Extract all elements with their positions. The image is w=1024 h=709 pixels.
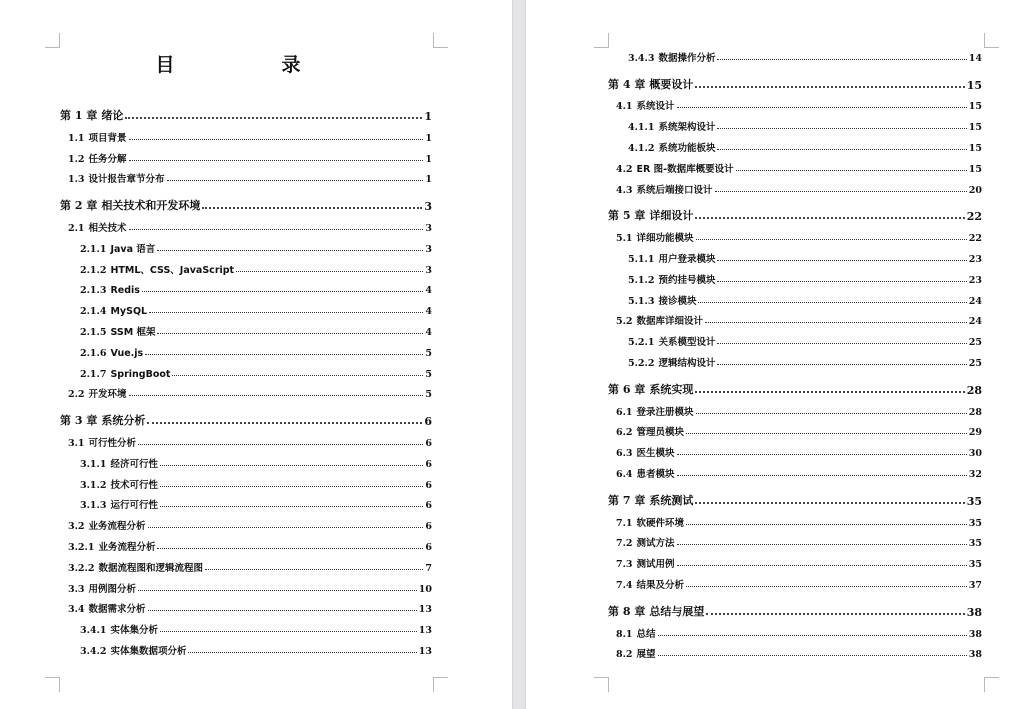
toc-dot-leader [677, 475, 967, 476]
toc-dot-leader [147, 422, 422, 424]
toc-dot-leader [677, 454, 967, 455]
toc-entry-page: 15 [968, 122, 982, 134]
toc-dot-leader [717, 364, 966, 365]
toc-entry[interactable] [608, 244, 982, 265]
toc-entry-title: 经济可行性 [110, 458, 158, 470]
toc-dot-leader [129, 139, 424, 140]
toc-entry-number: 7.1 [616, 517, 633, 529]
toc-entry[interactable] [608, 223, 982, 244]
toc-entry-title: 测试用例 [636, 559, 675, 571]
toc-entry-title: Java 语言 [110, 243, 156, 255]
toc-dot-leader [658, 655, 967, 656]
toc-entry-title: 技术可行性 [110, 479, 158, 491]
toc-entry-title: 项目背景 [88, 132, 127, 144]
toc-entry[interactable] [60, 511, 432, 532]
toc-entry[interactable] [608, 570, 982, 591]
toc-entry-number: 3.4 [68, 604, 85, 616]
toc-entry-title: 数据库详细设计 [636, 316, 704, 328]
toc-dot-leader [129, 229, 424, 230]
toc-entry-page: 35 [966, 494, 982, 508]
crop-mark [433, 33, 448, 48]
toc-entry[interactable] [60, 470, 432, 491]
toc-entry[interactable] [608, 598, 982, 619]
toc-entry-number: 2.1.4 [80, 306, 107, 318]
toc-dot-leader [717, 128, 966, 129]
toc-entry[interactable] [608, 619, 982, 640]
toc-dot-leader [129, 395, 424, 396]
crop-mark [45, 33, 60, 48]
toc-entry-number: 3.2.1 [68, 541, 95, 553]
toc-entry[interactable] [60, 636, 432, 657]
toc-entry[interactable] [608, 438, 982, 459]
toc-entry-number: 1.1 [68, 132, 85, 144]
crop-mark [594, 677, 609, 692]
toc-dot-leader [148, 610, 417, 611]
toc-dot-leader [696, 413, 967, 414]
toc-entry-title: 接诊模块 [658, 295, 697, 307]
toc-entry-title: 逻辑结构设计 [658, 357, 716, 369]
toc-entry-title: 测试方法 [636, 538, 675, 550]
toc-entry[interactable] [60, 574, 432, 595]
toc-entry[interactable] [60, 615, 432, 636]
crop-mark [984, 33, 999, 48]
toc-entry-page: 35 [968, 538, 982, 550]
crop-mark [45, 677, 60, 692]
toc-list-left [60, 102, 432, 657]
toc-entry[interactable] [608, 327, 982, 348]
toc-dot-leader [677, 565, 967, 566]
toc-entry-title: 系统架构设计 [658, 122, 716, 134]
toc-entry-title: 患者模块 [636, 468, 675, 480]
toc-entry-page: 13 [418, 604, 432, 616]
toc-dot-leader [157, 548, 423, 549]
toc-entry[interactable] [608, 154, 982, 175]
toc-dot-leader [236, 271, 423, 272]
toc-dot-leader [677, 107, 967, 108]
toc-entry-page: 24 [968, 295, 982, 307]
toc-dot-leader [695, 502, 964, 504]
toc-entry-number: 5.1.3 [628, 295, 655, 307]
toc-entry-title: 预约挂号模块 [658, 274, 716, 286]
toc-entry-number: 8.2 [616, 649, 633, 661]
toc-entry[interactable] [608, 202, 982, 223]
toc-entry-page: 5 [425, 347, 432, 359]
toc-entry-number: 4.2 [616, 163, 633, 175]
toc-entry-number: 5.2 [616, 316, 633, 328]
toc-entry-page: 29 [968, 427, 982, 439]
toc-entry-number: 第 4 章 [608, 77, 646, 91]
toc-list-right [608, 43, 982, 660]
toc-entry-title: 展望 [636, 649, 656, 661]
toc-entry-page: 23 [968, 274, 982, 286]
toc-entry[interactable] [608, 459, 982, 480]
toc-entry-number: 7.3 [616, 559, 633, 571]
toc-entry[interactable] [608, 286, 982, 307]
toc-entry-number: 第 3 章 [60, 414, 98, 428]
toc-entry-page: 28 [966, 383, 982, 397]
toc-entry[interactable] [60, 359, 432, 380]
toc-entry-number: 2.1.3 [80, 285, 107, 297]
toc-dot-leader [157, 333, 423, 334]
toc-entry-page: 15 [968, 101, 982, 113]
toc-entry-title: 相关技术和开发环境 [101, 199, 201, 213]
toc-dot-leader [145, 354, 423, 355]
toc-entry[interactable] [608, 487, 982, 508]
toc-dot-leader [695, 86, 964, 88]
toc-dot-leader [138, 444, 423, 445]
toc-entry-page: 6 [425, 437, 432, 449]
toc-dot-leader [736, 170, 967, 171]
toc-entry[interactable] [60, 317, 432, 338]
toc-dot-leader [125, 117, 422, 119]
toc-entry-number: 4.3 [616, 184, 633, 196]
toc-entry-page: 15 [966, 78, 982, 92]
toc-dot-leader [658, 635, 967, 636]
toc-dot-leader [686, 433, 967, 434]
toc-entry-page: 6 [425, 479, 432, 491]
toc-entry-page: 1 [425, 174, 432, 186]
toc-dot-leader [160, 465, 423, 466]
crop-mark [433, 677, 448, 692]
toc-entry-title: 用户登录模块 [658, 253, 716, 265]
toc-entry-page: 38 [966, 605, 982, 619]
toc-entry-number: 6.2 [616, 427, 633, 439]
toc-entry-title: 总结 [636, 628, 656, 640]
toc-entry-title: 设计报告章节分布 [88, 174, 165, 186]
toc-entry[interactable] [608, 640, 982, 661]
toc-entry-number: 2.1.2 [80, 264, 107, 276]
toc-entry[interactable] [60, 192, 432, 213]
toc-entry-number: 2.1.7 [80, 368, 107, 380]
toc-entry-page: 6 [424, 415, 432, 429]
toc-entry-number: 第 5 章 [608, 209, 646, 223]
toc-entry-page: 5 [425, 368, 432, 380]
toc-dot-leader [167, 180, 424, 181]
toc-dot-leader [129, 160, 424, 161]
toc-entry[interactable] [608, 71, 982, 92]
toc-entry-title: 登录注册模块 [636, 406, 694, 418]
toc-entry-title: 可行性分析 [88, 437, 137, 449]
toc-entry-page: 25 [968, 337, 982, 349]
toc-entry-number: 4.1 [616, 101, 633, 113]
toc-entry-page: 20 [968, 184, 982, 196]
toc-entry-title: SSM 框架 [110, 326, 156, 338]
toc-dot-leader [717, 281, 966, 282]
toc-entry[interactable] [608, 397, 982, 418]
toc-entry-title: 系统后端接口设计 [636, 184, 713, 196]
toc-entry[interactable] [608, 508, 982, 529]
toc-dot-leader [717, 59, 966, 60]
toc-entry[interactable] [60, 532, 432, 553]
toc-entry-number: 2.1.5 [80, 326, 107, 338]
toc-entry-number: 3.3 [68, 583, 85, 595]
toc-entry-number: 3.1.2 [80, 479, 107, 491]
toc-entry-number: 5.2.1 [628, 337, 655, 349]
toc-entry[interactable] [60, 213, 432, 234]
toc-entry[interactable] [60, 407, 432, 428]
toc-entry-title: 业务流程分析 [98, 541, 156, 553]
toc-entry-page: 13 [418, 645, 432, 657]
toc-entry[interactable] [60, 595, 432, 616]
toc-entry-number: 5.1.2 [628, 274, 655, 286]
toc-entry-page: 6 [425, 458, 432, 470]
toc-entry-title: 医生模块 [636, 448, 675, 460]
crop-mark [984, 677, 999, 692]
crop-mark [594, 33, 609, 48]
toc-dot-leader [686, 586, 967, 587]
toc-entry-page: 28 [968, 406, 982, 418]
toc-entry-title: 系统分析 [101, 414, 146, 428]
toc-dot-leader [160, 486, 423, 487]
toc-entry-page: 7 [425, 562, 432, 574]
toc-dot-leader [686, 524, 967, 525]
toc-entry[interactable] [60, 553, 432, 574]
toc-entry-number: 3.1.1 [80, 458, 107, 470]
toc-dot-leader [142, 291, 423, 292]
toc-entry-page: 13 [418, 625, 432, 637]
toc-entry[interactable] [60, 491, 432, 512]
toc-entry-number: 5.1 [616, 233, 633, 245]
toc-dot-leader [138, 590, 417, 591]
toc-entry-title: 开发环境 [88, 389, 127, 401]
toc-dot-leader [149, 312, 423, 313]
toc-entry-title: 管理员模块 [636, 427, 685, 439]
toc-entry-page: 25 [968, 357, 982, 369]
toc-entry-number: 3.4.3 [628, 52, 655, 64]
toc-entry[interactable] [608, 418, 982, 439]
toc-dot-leader [715, 191, 967, 192]
toc-entry-title: 概要设计 [649, 77, 694, 91]
toc-dot-leader [695, 217, 964, 219]
toc-entry-page: 22 [968, 233, 982, 245]
toc-entry[interactable] [608, 307, 982, 328]
toc-entry-title: 结果及分析 [636, 579, 685, 591]
toc-entry-number: 4.1.1 [628, 122, 655, 134]
toc-entry-title: 系统功能板块 [658, 142, 716, 154]
toc-entry[interactable] [608, 43, 982, 64]
toc-title: 目 录 [155, 54, 345, 76]
toc-entry-number: 3.1 [68, 437, 85, 449]
toc-dot-leader [677, 544, 967, 545]
toc-entry-page: 15 [968, 163, 982, 175]
toc-dot-leader [717, 343, 966, 344]
toc-entry-page: 3 [425, 264, 432, 276]
toc-entry-page: 38 [968, 649, 982, 661]
toc-entry[interactable] [60, 102, 432, 123]
toc-entry-title: Vue.js [110, 347, 144, 359]
toc-entry-number: 第 2 章 [60, 199, 98, 213]
toc-entry-page: 35 [968, 517, 982, 529]
toc-entry[interactable] [60, 380, 432, 401]
toc-entry-title: 相关技术 [88, 222, 127, 234]
toc-entry-number: 2.1.6 [80, 347, 107, 359]
toc-entry-page: 15 [968, 142, 982, 154]
toc-entry-number: 3.2 [68, 521, 85, 533]
page-gap [512, 0, 526, 709]
toc-entry-number: 2.1 [68, 222, 85, 234]
toc-entry-page: 6 [425, 521, 432, 533]
toc-entry-title: 用例图分析 [88, 583, 137, 595]
toc-entry-number: 第 1 章 [60, 109, 98, 122]
toc-entry-page: 3 [425, 243, 432, 255]
toc-entry-title: 系统设计 [636, 101, 675, 113]
toc-entry[interactable] [608, 133, 982, 154]
toc-dot-leader [172, 375, 423, 376]
toc-entry-number: 3.4.1 [80, 625, 107, 637]
toc-entry[interactable] [60, 165, 432, 186]
toc-entry-page: 6 [425, 500, 432, 512]
toc-entry-page: 24 [968, 316, 982, 328]
toc-entry-number: 1.3 [68, 174, 85, 186]
toc-entry-number: 1.2 [68, 153, 85, 165]
toc-entry[interactable] [60, 255, 432, 276]
toc-entry[interactable] [608, 265, 982, 286]
toc-entry-number: 5.2.2 [628, 357, 655, 369]
toc-entry-page: 30 [968, 448, 982, 460]
toc-entry-title: 业务流程分析 [88, 521, 146, 533]
toc-entry-title: 系统实现 [649, 382, 694, 396]
toc-dot-leader [148, 527, 424, 528]
toc-entry-number: 3.2.2 [68, 562, 95, 574]
toc-entry-page: 4 [425, 306, 432, 318]
toc-entry-page: 3 [425, 222, 432, 234]
toc-entry-page: 32 [968, 468, 982, 480]
toc-entry-title: 实体集数据项分析 [110, 645, 187, 657]
toc-entry-title: 任务分解 [88, 153, 127, 165]
toc-dot-leader [205, 569, 423, 570]
toc-entry-page: 10 [418, 583, 432, 595]
toc-dot-leader [717, 260, 966, 261]
toc-entry[interactable] [608, 529, 982, 550]
toc-entry-number: 4.1.2 [628, 142, 655, 154]
toc-entry-title: 数据操作分析 [658, 52, 716, 64]
toc-dot-leader [202, 207, 422, 209]
toc-entry-number: 2.1.1 [80, 243, 107, 255]
toc-entry[interactable] [608, 112, 982, 133]
toc-entry[interactable] [60, 144, 432, 165]
toc-entry-page: 4 [425, 326, 432, 338]
toc-dot-leader [695, 391, 964, 393]
toc-entry-number: 第 7 章 [608, 493, 646, 507]
toc-entry[interactable] [60, 296, 432, 317]
toc-entry-page: 1 [425, 132, 432, 144]
toc-entry-title: MySQL [110, 306, 148, 318]
toc-dot-leader [717, 149, 966, 150]
toc-entry-page: 22 [966, 210, 982, 224]
toc-entry-page: 14 [968, 52, 982, 64]
toc-dot-leader [706, 613, 964, 615]
toc-entry-title: ER 图-数据库概要设计 [636, 163, 734, 175]
toc-dot-leader [705, 322, 967, 323]
toc-entry-number: 5.1.1 [628, 253, 655, 265]
toc-dot-leader [157, 250, 423, 251]
toc-entry[interactable] [60, 123, 432, 144]
toc-entry[interactable] [608, 175, 982, 196]
toc-entry-number: 3.1.3 [80, 500, 107, 512]
toc-entry-page: 3 [424, 200, 432, 214]
toc-entry[interactable] [60, 428, 432, 449]
toc-entry-title: 关系模型设计 [658, 337, 716, 349]
toc-entry-title: SpringBoot [110, 368, 171, 380]
toc-entry[interactable] [608, 92, 982, 113]
toc-entry-title: 数据流程图和逻辑流程图 [98, 562, 203, 574]
toc-entry[interactable] [608, 376, 982, 397]
toc-entry-number: 6.4 [616, 468, 633, 480]
toc-entry-title: 系统测试 [649, 493, 694, 507]
toc-entry-title: 实体集分析 [110, 625, 158, 637]
toc-entry-page: 37 [968, 579, 982, 591]
toc-entry-number: 第 8 章 [608, 604, 646, 618]
toc-dot-leader [188, 652, 416, 653]
toc-entry-number: 第 6 章 [608, 382, 646, 396]
toc-entry[interactable] [60, 234, 432, 255]
toc-entry-title: 数据需求分析 [88, 604, 146, 616]
toc-entry-page: 5 [425, 389, 432, 401]
toc-entry-page: 1 [424, 110, 432, 123]
toc-entry-title: 绪论 [101, 109, 124, 122]
toc-entry-number: 3.4.2 [80, 645, 107, 657]
toc-entry-page: 6 [425, 541, 432, 553]
toc-entry-title: 详细设计 [649, 209, 694, 223]
right-page [526, 0, 1024, 709]
toc-entry-number: 8.1 [616, 628, 633, 640]
toc-entry-page: 38 [968, 628, 982, 640]
toc-entry-number: 6.1 [616, 406, 633, 418]
toc-entry[interactable] [60, 276, 432, 297]
toc-dot-leader [696, 239, 967, 240]
toc-entry-title: 详细功能模块 [636, 233, 694, 245]
toc-entry-title: 软硬件环境 [636, 517, 685, 529]
toc-entry-title: HTML、CSS、JavaScript [110, 264, 235, 276]
toc-entry-title: 总结与展望 [649, 604, 705, 618]
toc-entry-number: 2.2 [68, 389, 85, 401]
toc-dot-leader [698, 302, 966, 303]
toc-entry[interactable] [60, 338, 432, 359]
toc-dot-leader [160, 506, 423, 507]
toc-entry-title: Redis [110, 285, 140, 297]
toc-entry-number: 7.4 [616, 579, 633, 591]
toc-entry[interactable] [608, 348, 982, 369]
toc-entry-page: 23 [968, 253, 982, 265]
toc-entry-number: 7.2 [616, 538, 633, 550]
toc-entry-number: 6.3 [616, 448, 633, 460]
toc-entry-page: 35 [968, 559, 982, 571]
toc-entry[interactable] [60, 449, 432, 470]
toc-entry-title: 运行可行性 [110, 500, 158, 512]
toc-entry[interactable] [608, 549, 982, 570]
toc-dot-leader [160, 631, 417, 632]
toc-entry-page: 4 [425, 285, 432, 297]
toc-entry-page: 1 [425, 153, 432, 165]
